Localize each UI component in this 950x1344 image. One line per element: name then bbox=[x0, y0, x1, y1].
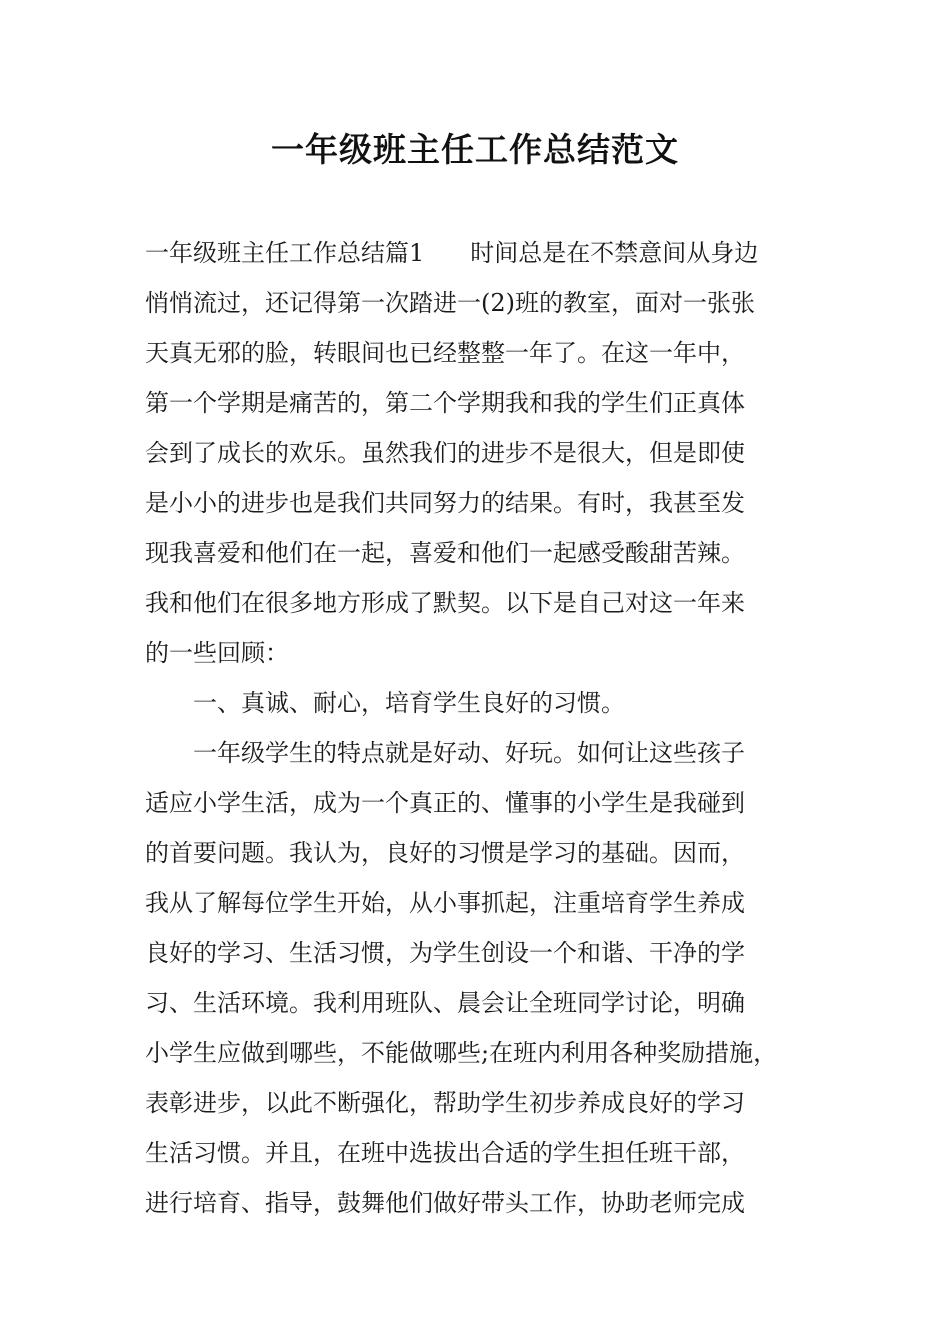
text-line: 的首要问题。我认为，良好的习惯是学习的基础。因而， bbox=[145, 839, 745, 867]
section-heading: 一年级班主任工作总结篇1 bbox=[145, 239, 425, 267]
text-line: 适应小学生活，成为一个真正的、懂事的小学生是我碰到 bbox=[145, 789, 745, 817]
text-line: 的一些回顾： bbox=[145, 639, 289, 667]
text-line bbox=[145, 228, 825, 278]
text-line: 我从了解每位学生开始，从小事抓起，注重培育学生养成 bbox=[145, 889, 745, 917]
text-line-continuation: 时间总是在不禁意间从身边 bbox=[470, 239, 759, 267]
text-line: 会到了成长的欢乐。虽然我们的进步不是很大，但是即使 bbox=[145, 439, 745, 467]
text-line: 天真无邪的脸，转眼间也已经整整一年了。在这一年中， bbox=[145, 339, 745, 367]
text-line: 第一个学期是痛苦的，第二个学期我和我的学生们正真体 bbox=[145, 389, 745, 417]
text-line: 悄悄流过，还记得第一次踏进一(2)班的教室，面对一张张 bbox=[145, 289, 755, 317]
text-line: 进行培育、指导，鼓舞他们做好带头工作，协助老师完成 bbox=[145, 1189, 745, 1217]
section-heading: 一、真诚、耐心，培育学生良好的习惯。 bbox=[193, 689, 625, 717]
text-line: 良好的学习、生活习惯，为学生创设一个和谐、干净的学 bbox=[145, 939, 745, 967]
text-line: 我和他们在很多地方形成了默契。以下是自己对这一年来 bbox=[145, 589, 745, 617]
text-line: 习、生活环境。我利用班队、晨会让全班同学讨论，明确 bbox=[145, 989, 745, 1017]
text-line: 是小小的进步也是我们共同努力的结果。有时，我甚至发 bbox=[145, 489, 745, 517]
page-title: 一年级班主任工作总结范文 bbox=[271, 130, 679, 169]
text-line: 一年级学生的特点就是好动、好玩。如何让这些孩子 bbox=[193, 739, 745, 767]
text-line: 表彰进步，以此不断强化，帮助学生初步养成良好的学习 bbox=[145, 1089, 745, 1117]
text-line: 生活习惯。并且，在班中选拔出合适的学生担任班干部， bbox=[145, 1139, 745, 1167]
text-line: 现我喜爱和他们在一起，喜爱和他们一起感受酸甜苦辣。 bbox=[145, 539, 745, 567]
text-line: 小学生应做到哪些，不能做哪些;在班内利用各种奖励措施， bbox=[145, 1039, 778, 1067]
document-body bbox=[145, 228, 825, 1228]
